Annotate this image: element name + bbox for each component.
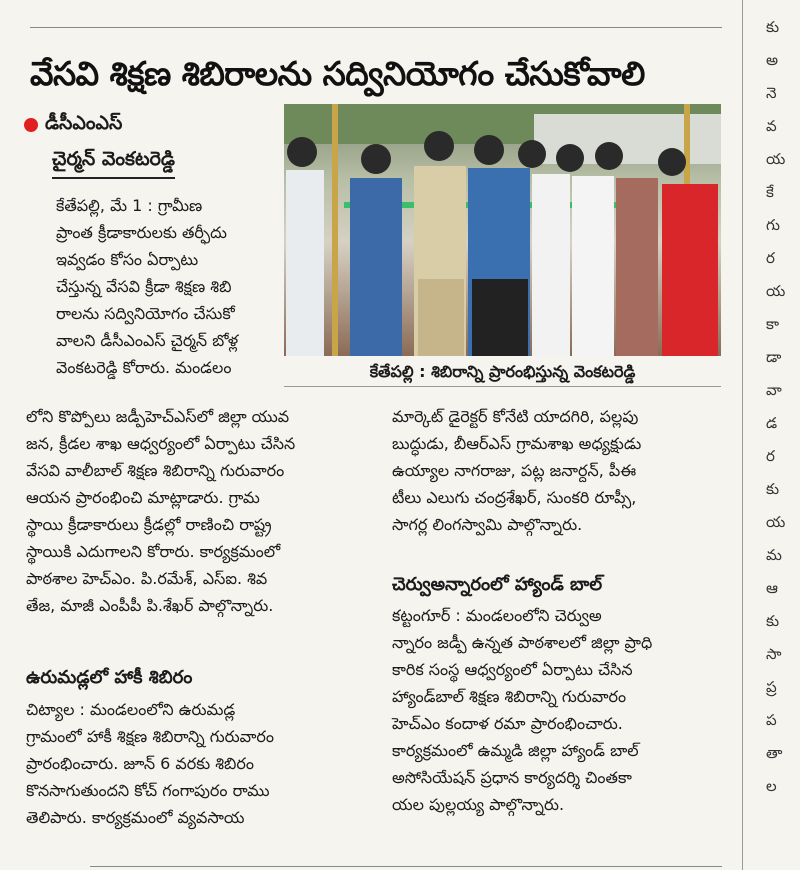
story2-line: గ్రామంలో హాకీ శిక్షణ శిబిరాన్ని గురువారం [26, 727, 275, 746]
story2-line: తెలిపారు. కార్యక్రమంలో వ్యవసాయ [26, 808, 245, 827]
adjacent-column-char: కు [766, 480, 780, 498]
story2-line: మార్కెట్ డైరెక్టర్ కోనేటి యాదగిరి, పల్లపు [392, 407, 639, 426]
adjacent-column-char: కు [766, 612, 780, 630]
adjacent-column-char: య [766, 513, 786, 531]
adjacent-column-char: ప్ర [766, 678, 777, 696]
story1-line: పాఠశాల హెచ్ఎం. పి.రమేశ్, ఎస్ఐ. శివ [26, 569, 268, 588]
story1-line: స్థాయికి ఎదుగాలని కోరారు. కార్యక్రమంలో [26, 542, 281, 561]
story3-line: కట్టంగూర్ : మండలంలోని చెర్వుఅ [392, 606, 602, 625]
adjacent-column-char: అ [766, 51, 779, 69]
photo-illustration [284, 104, 721, 356]
story1-line: వాలని డీసీఎంఎస్ చైర్మన్ బోళ్ల [56, 331, 239, 350]
story2-line: బుద్ధుడు, బీఆర్ఎస్ గ్రామశాఖ అధ్యక్షుడు [392, 434, 642, 453]
story3-body [392, 602, 722, 818]
adjacent-column-char: య [766, 282, 786, 300]
story2-line: సాగర్ల లింగస్వామి పాల్గొన్నారు. [392, 515, 583, 534]
story1-lead [56, 192, 266, 381]
story2-subhead: ఉరుమడ్లలో హాకీ శిబిరం [26, 667, 193, 688]
adjacent-column-char: కే [766, 183, 774, 201]
adjacent-column-char: సా [766, 645, 782, 663]
adjacent-column-char: ఆ [766, 579, 778, 597]
adjacent-column-char: కు [766, 18, 780, 36]
adjacent-column-char: కా [766, 315, 780, 333]
story1-line: తేజ, మాజీ ఎంపీపీ పి.శేఖర్ పాల్గొన్నారు. [26, 596, 274, 615]
adjacent-column-char: ప [766, 711, 777, 729]
story3-line: కారిక సంస్థ ఆధ్వర్యంలో ఏర్పాటు చేసిన [392, 660, 633, 679]
bottom-rule [90, 866, 722, 867]
story3-line: న్నారం జడ్పీ ఉన్నత పాఠశాలలో జిల్లా ప్రాధి [392, 633, 653, 652]
story1-line: లోని కొప్పోలు జడ్పీహెచ్ఎస్‌లో జిల్లా యువ [26, 407, 290, 426]
photo-caption: కేతేపల్లి : శిబిరాన్ని ప్రారంభిస్తున్న వెంకటరెడ్డి [284, 358, 721, 387]
story1-line: ఆయన ప్రారంభించి మాట్లాడారు. గ్రామ [26, 488, 260, 507]
column-divider [742, 0, 743, 870]
story1-line: జన, క్రీడల శాఖ ఆధ్వర్యంలో ఏర్పాటు చేసిన [26, 434, 296, 453]
adjacent-column-fragment [742, 0, 800, 870]
article-headline: వేసవి శిక్షణ శిబిరాలను సద్వినియోగం చేసుకోవాలి [30, 54, 645, 93]
story1-line: కేతేపల్లి, మే 1 : గ్రామీణ [56, 196, 203, 215]
story1-line: రాలను సద్వినియోగం చేసుకో [56, 304, 235, 323]
story1-line: స్థాయి క్రీడాకారులు క్రీడల్లో రాణించి రాష్ట్ర [26, 515, 272, 534]
adjacent-column-char: మ [766, 546, 782, 564]
previous-article-fragment [0, 0, 722, 26]
adjacent-column-char: ర [766, 249, 775, 267]
adjacent-column-char: డా [766, 348, 782, 366]
adjacent-column-char: ర [766, 447, 775, 465]
adjacent-column-char: య [766, 150, 786, 168]
story3-line: హ్యాండ్‌బాల్ శిక్షణ శిబిరాన్ని గురువారం [392, 687, 627, 706]
adjacent-column-char: వ [766, 117, 777, 135]
kicker-bullet-icon [24, 118, 38, 132]
story2-continued [392, 403, 722, 538]
story1-line: చేస్తున్న వేసవి క్రీడా శిక్షణ శిబి [56, 277, 232, 296]
story3-line: కార్యక్రమంలో ఉమ్మడి జిల్లా హ్యాండ్ బాల్ [392, 741, 639, 760]
story3-line: హెచ్ఎం కందాళ రమా ప్రారంభించారు. [392, 714, 623, 733]
kicker-label: డీసీఎంఎస్ [45, 112, 123, 134]
story1-line: ప్రాంత క్రీడాకారులకు తర్ఫీదు [56, 223, 227, 242]
story1-line: ఇవ్వడం కోసం ఏర్పాటు [56, 250, 199, 269]
adjacent-column-char: నె [766, 84, 777, 102]
story3-line: యల పుల్లయ్య పాల్గొన్నారు. [392, 795, 565, 814]
article-photo [284, 104, 721, 356]
story1-body [26, 403, 366, 619]
adjacent-column-char: గు [766, 216, 780, 234]
top-rule [30, 27, 722, 28]
story2-line: చిట్యాల : మండలంలోని ఉరుమడ్ల [26, 700, 236, 719]
story2-body [26, 696, 366, 831]
story2-line: ఉయ్యాల నాగరాజు, పట్ల జనార్దన్, పీఈ [392, 461, 637, 480]
story1-line: వేసవి వాలీబాల్ శిక్షణ శిబిరాన్ని గురువారం [26, 461, 285, 480]
adjacent-column-char: వా [766, 381, 782, 399]
story1-line: వెంకటరెడ్డి కోరారు. మండలం [56, 358, 232, 377]
adjacent-column-char: ల [766, 777, 777, 795]
adjacent-column-char: డ [766, 414, 778, 432]
story3-subhead: చెర్వుఅన్నారంలో హ్యాండ్ బాల్ [392, 574, 603, 595]
story2-line: టీలు ఎలుగు చంద్రశేఖర్, సుంకరి రూప్సీ, [392, 488, 637, 507]
story3-line: అసోసియేషన్ ప్రధాన కార్యదర్శి చింతకా [392, 768, 632, 787]
story2-line: కొనసాగుతుందని కోచ్ గంగాపురం రాము [26, 781, 270, 800]
story2-line: ప్రారంభించారు. జూన్ 6 వరకు శిబిరం [26, 754, 254, 773]
adjacent-column-char: తా [766, 744, 783, 762]
byline: చైర్మన్ వెంకటరెడ్డి [52, 148, 175, 179]
